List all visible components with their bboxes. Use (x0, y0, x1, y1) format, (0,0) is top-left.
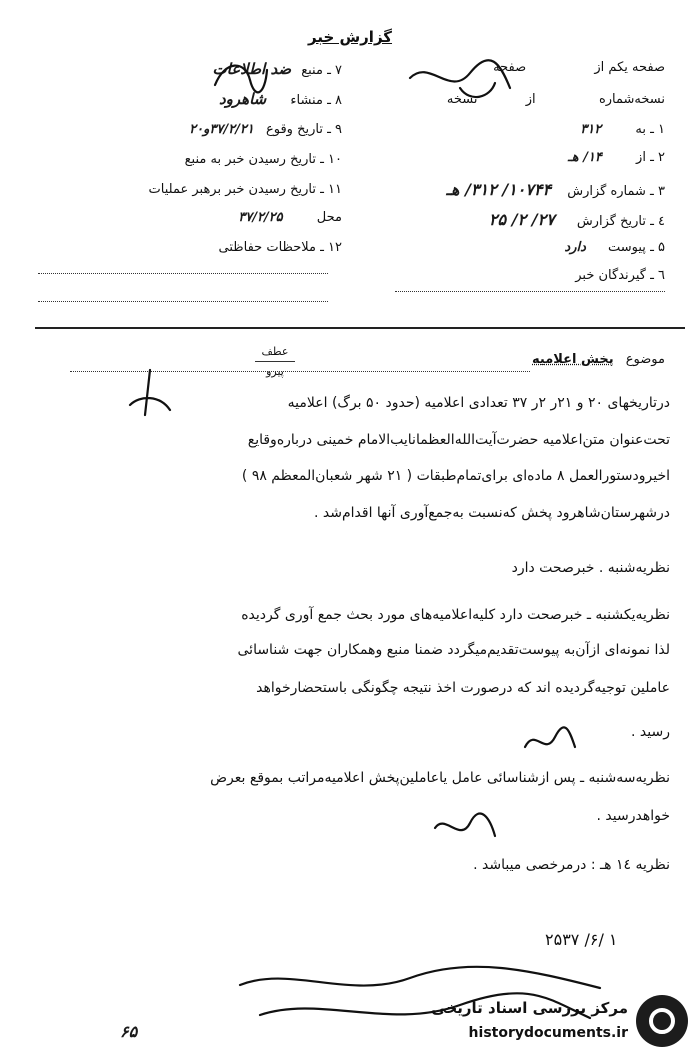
field-value: ۳۱۲ (580, 122, 602, 137)
opinion-line: نظریه‌سه‌شنبه ـ پس ازشناسائی عامل یاعاملین‌پخش اعلامیه‌مراتب بموقع بعرض (210, 770, 670, 786)
opinion-line: رسید . (631, 724, 670, 740)
field-to (580, 122, 665, 137)
field-label: ۳ ـ شماره گزارش (567, 184, 665, 199)
field-label: ۵ ـ پیوست (608, 240, 665, 255)
footer-number: ۶۵ (120, 1022, 138, 1041)
opinion-line: نظریه‌یکشنبه ـ خبرصحت دارد کلیه‌اعلامیه‌های مورد بحث جمع آوری گردیده (241, 607, 670, 623)
watermark (428, 995, 688, 1053)
body-line: اخیرودستورالعمل ۸ ماده‌ای برای‌تمام‌طبقات ( ۲۱ شهر شعبان‌المعظم ۹۸ ) (241, 468, 670, 484)
field-location (238, 210, 342, 225)
body-line: درشهرستان‌شاهرود پخش که‌نسبت به‌جمع‌آوری آنها اقدام‌شد . (313, 505, 670, 521)
field-recipients (575, 268, 665, 283)
opinion-line: عاملین توجیه‌گردیده اند که درصورت اخذ نتیجه چگونگی باستحضارخواهد (256, 680, 670, 696)
field-label: ٤ ـ تاریخ گزارش (576, 214, 665, 229)
field-occurrence-date (189, 122, 342, 137)
followup-label: پیرو (266, 365, 284, 378)
field-label: صفحه (493, 60, 527, 75)
field-label: نسخه (446, 92, 478, 107)
handwritten-signature (400, 48, 520, 108)
field-label: ۲ ـ از (636, 150, 665, 165)
field-label: صفحه یکم از (594, 60, 665, 75)
watermark-url: historydocuments.ir (468, 1025, 628, 1041)
body-line: تحت‌عنوان متن‌اعلامیه حضرت‌آیت‌الله‌العظمانایب‌الامام خمینی درباره‌وقایع (247, 432, 670, 448)
opinion-line: نظریه ۱٤ هـ : درمرخصی میباشد . (473, 857, 670, 873)
page-title: گزارش خبر (307, 28, 393, 46)
subject (532, 352, 665, 367)
field-label: ۱ ـ به (635, 122, 665, 137)
body-line: درتاریخهای ۲۰ و ۲۱ر ۲ر ۳۷ تعدادی اعلامیه (حدود ۵۰ برگ) اعلامیه (287, 395, 670, 411)
reference-box (255, 345, 295, 378)
dotted-line (395, 290, 665, 292)
opinion-line: لذا نمونه‌ای ازآن‌به پیوست‌تقدیم‌میگردد ضمنا منبع وهمکاران جهت شناسائی (237, 642, 670, 658)
dotted-line (38, 300, 328, 302)
archive-logo-icon (636, 995, 688, 1047)
watermark-title: مرکز بررسی اسناد تاریخی (431, 999, 628, 1017)
field-label: ۱۱ ـ تاریخ رسیدن خبر برهبر عملیات (148, 182, 342, 197)
field-label: ۹ ـ تاریخ وقوع (265, 122, 342, 137)
field-value: دارد (564, 240, 586, 255)
field-value: ۱۰۷۴۴/ ۳۱۲/ هـ (446, 180, 552, 199)
dotted-line (38, 272, 328, 274)
field-value: ۲۷/ ۲/ ۲۵ (488, 210, 555, 229)
opinion-line: نظریه‌شنبه . خبرصحت دارد (511, 560, 670, 576)
handwritten-initials (520, 722, 580, 762)
field-source-received-date (185, 152, 342, 167)
field-label: محل (316, 210, 342, 225)
field-security-notes (219, 240, 342, 255)
field-report-date (489, 210, 665, 229)
reference-label: عطف (261, 345, 289, 358)
field-operation-received-date (149, 182, 342, 197)
field-label: ٦ ـ گیرندگان خبر (575, 268, 665, 283)
field-label: ۷ ـ منبع (301, 63, 342, 78)
opinion-line: خواهدرسید . (596, 808, 670, 824)
field-report-number (446, 180, 665, 199)
field-label: ۱۲ ـ ملاحظات حفاظتی (218, 240, 342, 255)
footer-date: ۲۵۳۷ /۶/ ۱ (545, 930, 618, 949)
field-from (568, 150, 665, 165)
field-value: ۳۷/۲/۲۵ (238, 210, 283, 225)
handwritten-initials (430, 808, 500, 848)
field-label: ۸ ـ منشاء (290, 93, 342, 108)
handwritten-mark (205, 50, 275, 100)
field-value: شاهرود (218, 90, 267, 108)
field-value: ۳۷/۲/۲۱و۲۰ (189, 122, 254, 137)
subject-label: موضوع (625, 352, 665, 367)
field-value: ضد اطلاعات (212, 60, 292, 78)
handwritten-mark (120, 365, 180, 425)
field-attachment (564, 240, 665, 255)
subject-value: پخش اعلامیه (532, 352, 614, 367)
field-label: ۱۰ ـ تاریخ رسیدن خبر به منبع (184, 152, 342, 167)
field-label: نسخه‌شماره (598, 92, 665, 107)
field-label: از (525, 92, 536, 107)
divider (35, 327, 685, 329)
field-value: ۱۴/ هـ (567, 150, 602, 165)
